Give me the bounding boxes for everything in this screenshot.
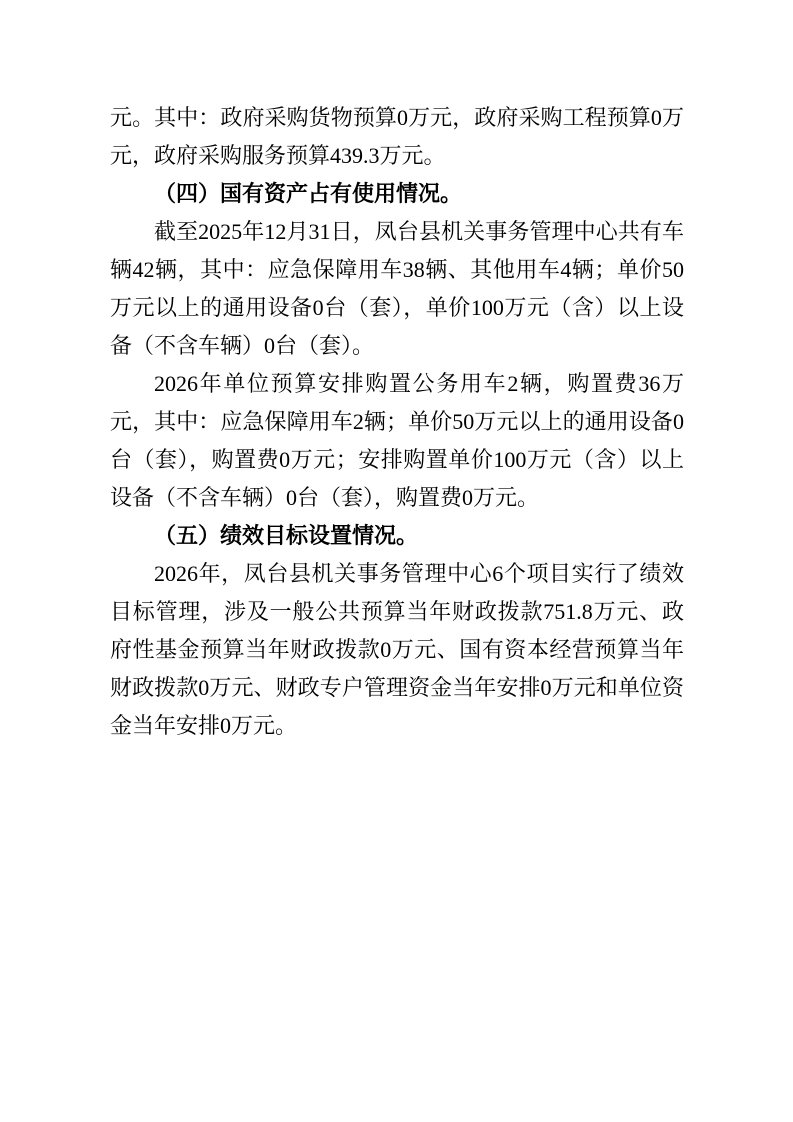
paragraph-procurement-continuation: 元。其中：政府采购货物预算0万元，政府采购工程预算0万元，政府采购服务预算439.3万元。 [110, 105, 684, 168]
paragraph-vehicle-purchase-plan: 2026年单位预算安排购置公务用车2辆，购置费36万元，其中：应急保障用车2辆；单价50万元以上的通用设备0台（套），购置费0万元；安排购置单价100万元（含）以上设备（不含车辆）0台（套），购置费0万元。 [110, 371, 684, 510]
heading-section-5-performance-targets: （五）绩效目标设置情况。 [154, 523, 419, 548]
paragraph-performance-target-management: 2026年，凤台县机关事务管理中心6个项目实行了绩效目标管理，涉及一般公共预算当年财政拨款751.8万元、政府性基金预算当年财政拨款0万元、国有资本经营预算当年财政拨款0万元、财政专户管理资金当年安排0万元和单位资金当年安排0万元。 [110, 561, 684, 738]
paragraph-asset-usage: 截至2025年12月31日，凤台县机关事务管理中心共有车辆42辆，其中：应急保障用车38辆、其他用车4辆；单价50万元以上的通用设备0台（套），单价100万元（含）以上设备（不含车辆）0台（套）。 [110, 219, 684, 358]
heading-section-4-state-assets: （四）国有资产占有使用情况。 [154, 181, 463, 206]
document-body [110, 99, 684, 745]
